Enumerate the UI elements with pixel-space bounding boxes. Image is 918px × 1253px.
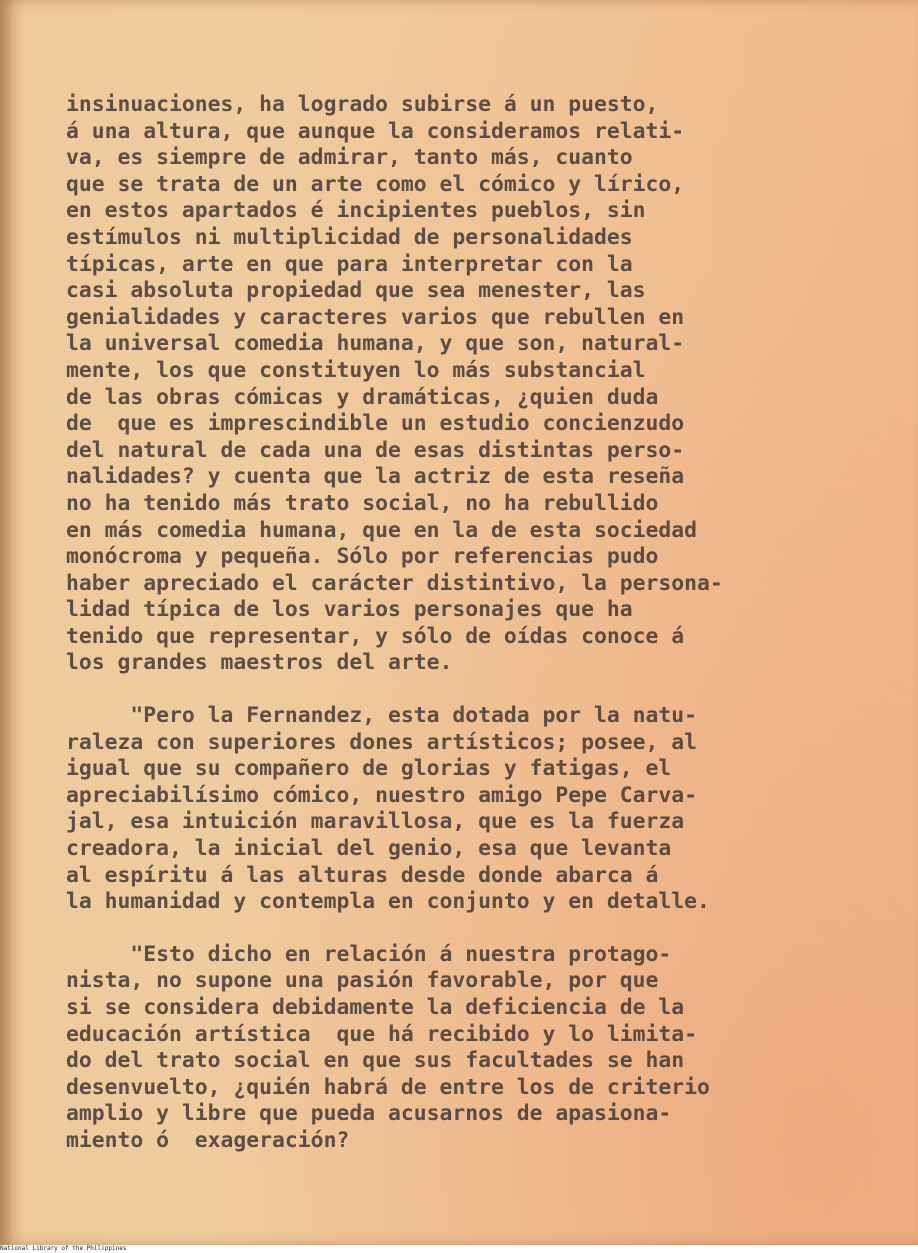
text-line: desenvuelto, ¿quién habrá de entre los de criterio: [66, 1074, 710, 1100]
paragraph: [66, 942, 886, 1155]
text-line: de las obras cómicas y dramáticas, ¿quien duda: [66, 384, 659, 410]
text-line: jal, esa intuición maravillosa, que es la fuerza: [66, 809, 685, 835]
text-line: si se considera debidamente la deficiencia de la: [66, 995, 685, 1020]
paragraph: [66, 703, 886, 916]
text-line: al espíritu á las alturas desde donde abarca á: [66, 862, 659, 888]
text-line: monócroma y pequeña. Sólo por referencias pudo: [66, 544, 659, 570]
text-line: estímulos ni multiplicidad de personalidades: [66, 224, 633, 250]
text-line: nalidades? y cuenta que la actriz de esta reseña: [66, 464, 685, 490]
text-line: de que es imprescindible un estudio concienzudo: [66, 411, 685, 437]
paragraph-gap: [66, 677, 886, 703]
text-line: en más comedia humana, que en la de esta sociedad: [66, 517, 698, 543]
text-line: amplio y libre que pueda acusarnos de apasiona-: [66, 1101, 672, 1127]
text-line: mente, los que constituyen lo más substancial: [66, 357, 646, 383]
text-line: creadora, la inicial del genio, esa que levanta: [66, 836, 672, 862]
text-line: haber apreciado el carácter distintivo, la persona-: [66, 570, 723, 596]
paragraph: [66, 92, 886, 677]
paragraph-gap: [66, 916, 886, 942]
document-body: [66, 92, 886, 1155]
text-line: "Pero la Fernandez, esta dotada por la natu-: [66, 703, 698, 729]
text-line: lidad típica de los varios personajes que ha: [66, 597, 633, 623]
text-line: miento ó exageración?: [66, 1127, 350, 1153]
text-line: la universal comedia humana, y que son, natural-: [66, 331, 685, 357]
text-line: los grandes maestros del arte.: [66, 650, 453, 676]
text-line: del natural de cada una de esas distintas perso-: [66, 437, 685, 463]
text-line: típicas, arte en que para interpretar con la: [66, 251, 633, 277]
text-line: do del trato social en que sus facultades se han: [66, 1048, 685, 1074]
library-footer: National Library of the Philippines: [0, 1245, 127, 1252]
text-line: apreciabilísimo cómico, nuestro amigo Pepe Carva-: [66, 782, 698, 808]
text-line: "Esto dicho en relación á nuestra protago-: [66, 941, 672, 967]
text-line: tenido que representar, y sólo de oídas conoce á: [66, 623, 685, 649]
text-line: en estos apartados é incipientes pueblos, sin: [66, 198, 646, 224]
text-line: no ha tenido más trato social, no ha rebullido: [66, 490, 659, 516]
text-line: igual que su compañero de glorias y fatigas, el: [66, 756, 672, 782]
text-line: casi absoluta propiedad que sea menester, las: [66, 278, 646, 304]
text-line: genialidades y caracteres varios que rebullen en: [66, 304, 685, 330]
text-line: nista, no supone una pasión favorable, por que: [66, 968, 659, 994]
text-line: raleza con superiores dones artísticos; posee, al: [66, 729, 698, 755]
text-line: educación artística que há recibido y lo limita-: [66, 1021, 698, 1047]
text-line: á una altura, que aunque la consideramos relati-: [66, 118, 685, 144]
text-line: que se trata de un arte como el cómico y lírico,: [66, 171, 685, 197]
text-line: insinuaciones, ha logrado subirse á un puesto,: [66, 92, 659, 117]
text-line: va, es siempre de admirar, tanto más, cuanto: [66, 145, 633, 171]
text-line: la humanidad y contempla en conjunto y en detalle.: [66, 889, 710, 915]
